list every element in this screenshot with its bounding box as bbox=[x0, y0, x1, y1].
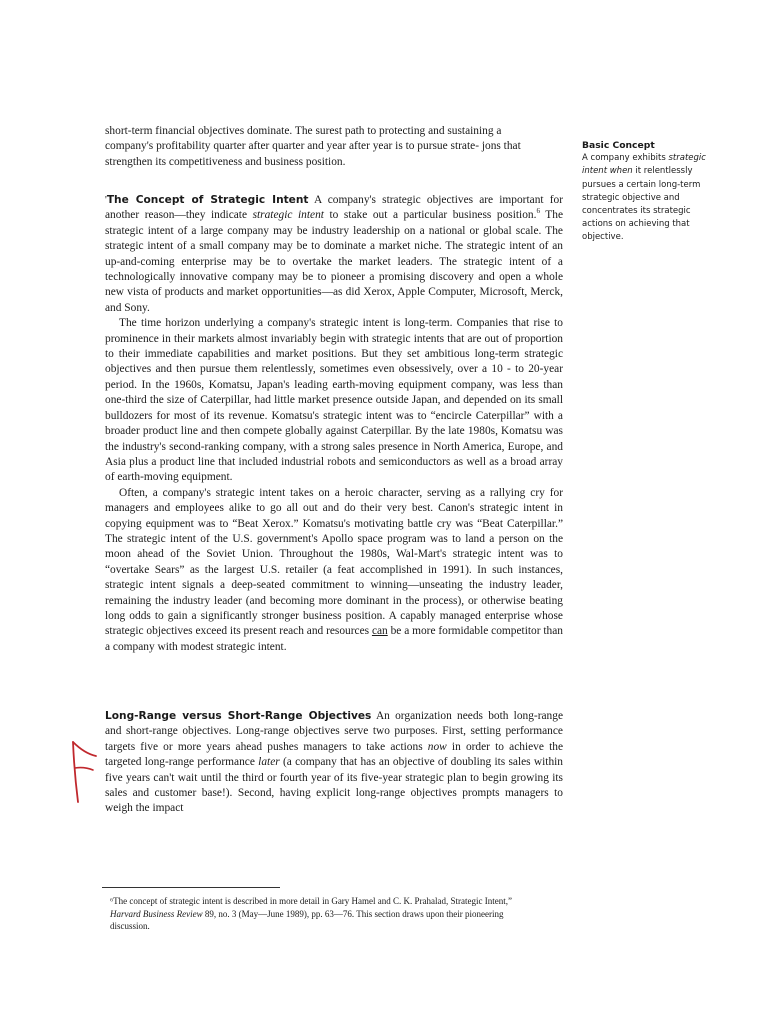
paragraph-text: (a company that has an objective of doubling its sales within five years can't wait until the third or fourth year of its five-year strategic plan to begin growing its sales and customer base!). Second, having explicit long-range objectives prompts managers to weigh the impact bbox=[105, 756, 563, 815]
intro-paragraph: short-term financial objectives dominate. The surest path to protecting and sustaining a company's profitability quarter after quarter and year after year is to pursue strate- jons that strengthen its competitiveness and business position. bbox=[105, 125, 521, 168]
paragraph-text: be a more formidable competitor than a company with modest strategic intent. bbox=[105, 625, 563, 653]
footnote-divider bbox=[102, 887, 280, 888]
paragraph-text: Often, a company's strategic intent takes on a heroic character, serving as a rallying cry for managers and employees alike to go all out and do their very best. Canon's strategic intent in copying equipment was to “Beat Xerox.” Komatsu's motivating battle cry was “Beat Caterpillar.” The strategic intent of the U.S. government's Apollo space program was to land a person on the moon ahead of the Soviet Union. Throughout the 1980s, Wal-Mart's strategic intent was to “overtake Sears” as the largest U.S. retailer (a feat accomplished in 1991). In such instances, strategic intent signals a deep-seated commitment to winning—unseating the industry leader, remaining the industry leader (and becoming more dominant in the process), or otherwise beating long odds to gain a significantly stronger business position. A capably managed enterprise whose strategic objectives exceed its present reach and resources bbox=[105, 486, 563, 638]
emphasis-text: now bbox=[427, 740, 447, 753]
underlined-text: can bbox=[371, 625, 388, 638]
basic-concept-sidebar bbox=[582, 139, 710, 245]
paragraph-text: The strategic intent of a large company may be industry leadership on a national or global scale. The strategic intent of a small company may be to dominate a market niche. The strategic intent of an up-and-coming enterprise may be to overtake the market leaders. The strategic intent of a technologically innovative company may be to pioneer a promising discovery and open a whole new vista of products and market opportunities—as did Xerox, Apple Computer, Microsoft, Merck, and Sony. bbox=[105, 209, 564, 314]
footnote-text: 89, no. 3 (May—June 1989), pp. 63—76. This section draws upon their pioneering discussion. bbox=[110, 908, 504, 931]
strategic-intent-paragraph-2: The time horizon underlying a company's strategic intent is long-term. Companies that rise to prominence in their markets almost invariably begin with strategic intents that are out of proportion to their immediate capabilities and market positions. But they set ambitious long-term strategic objectives and then pursue them relentlessly, sometimes even obsessively, over a 10 - to 20-year period. In the 1960s, Komatsu, Japan's leading earth-moving equipment company, was less than one-third the size of Caterpillar, had little market presence outside Japan, and depended on its small bulldozers for most of its revenue. Komatsu's strategic intent was to “encircle Caterpillar” with a broader product line and then compete globally against Caterpillar. By the late 1980s, Komatsu was the industry's second-ranking company, with a strong sales presence in North America, Europe, and Asia plus a product line that included industrial robots and semiconductors as well as a broad array of earth-moving equipment. bbox=[105, 317, 563, 484]
sidebar-definition bbox=[582, 152, 710, 244]
sidebar-text: A company exhibits bbox=[582, 153, 669, 164]
long-range-paragraph bbox=[105, 709, 563, 817]
journal-title: Harvard Business Review bbox=[110, 908, 203, 919]
sidebar-emphasis: strategic intent when bbox=[582, 153, 706, 177]
section-long-range-objectives bbox=[105, 709, 563, 817]
footnote-text: ⁶The concept of strategic intent is described in more detail in Gary Hamel and C. K. Prahalad, Strategic Intent,” bbox=[110, 896, 513, 906]
paragraph-text: in order to achieve the targeted long-range performance bbox=[105, 740, 563, 769]
paragraph-text: An organization needs both long-range and short-range objectives. Long-range objectives serve two purposes. First, setting performance targets five or more years ahead pushes managers to take actions bbox=[105, 710, 564, 753]
emphasis-text: later bbox=[258, 756, 280, 769]
sidebar-text: it relentlessly pursues a certain long-term strategic objective and concentrates its strategic actions on achieving that objective. bbox=[582, 166, 701, 243]
sidebar-title: Basic Concept bbox=[582, 140, 655, 151]
handwritten-mark-icon bbox=[66, 736, 102, 806]
paragraph-text: to stake out a particular business position. bbox=[323, 209, 537, 222]
emphasis-text: strategic intent bbox=[252, 209, 324, 222]
long-range-heading: Long-Range versus Short-Range Objectives bbox=[105, 710, 372, 722]
strategic-intent-paragraph-1 bbox=[105, 193, 563, 316]
strategic-intent-heading: The Concept of Strategic Intent bbox=[106, 194, 309, 206]
paragraph-text: A company's strategic objectives are important for another reason—they indicate bbox=[105, 194, 563, 222]
footnote-reference: 6 bbox=[536, 207, 540, 216]
strategic-intent-paragraph-3 bbox=[105, 486, 563, 655]
footnote bbox=[110, 895, 540, 933]
section-strategic-intent bbox=[105, 193, 563, 655]
lead-mark: ' bbox=[105, 195, 107, 206]
